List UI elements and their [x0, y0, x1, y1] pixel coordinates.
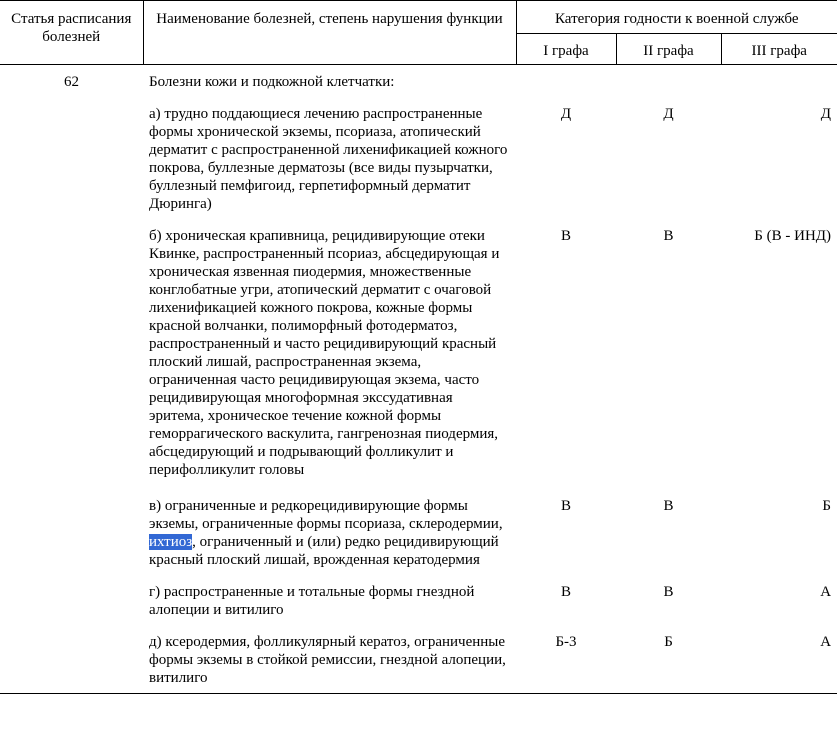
clause-e-graph-1: Б-3 [516, 633, 616, 694]
clause-c-text-after: , ограниченный и (или) редко рецидивирующий красный плоский лишай, врожденная кератодермия [149, 534, 499, 568]
header-article: Статья расписания болезней [0, 1, 143, 65]
clause-a-graph-2: Д [663, 106, 674, 122]
clause-c-graph-3: Б [822, 498, 832, 514]
table-row [0, 497, 837, 583]
clause-c-text[interactable] [143, 497, 516, 583]
article-number: 62 [64, 74, 79, 90]
clause-c-graph-2: В [663, 498, 674, 514]
table-row [0, 105, 837, 227]
header-graph-1: I графа [516, 33, 616, 65]
clause-c-graph-1: В [560, 498, 571, 514]
clause-e-graph-2: Б [616, 633, 721, 694]
clause-d-graph-1: В [560, 584, 571, 600]
selected-text[interactable]: ихтиоз [149, 534, 193, 550]
header-graph-2: II графа [616, 33, 721, 65]
table-row [0, 583, 837, 633]
table-row [0, 65, 837, 106]
clause-c-text-before: в) ограниченные и редкорецидивирующие формы экземы, ограниченные формы псориаза, склеродермии, [149, 498, 503, 532]
clause-a-text: а) трудно поддающиеся лечению распространенные формы хронической экземы, псориаза, атопический дерматит с распространенной лихенификацией кожного покрова, буллезные дерматозы (все виды пузырчатки, буллезный пемфигоид, герпетиформный дерматит Дюринга) [149, 106, 508, 212]
table-row [0, 633, 837, 694]
clause-b-graph-1: В [560, 228, 571, 244]
clause-a-graph-1: Д [560, 106, 572, 122]
header-graph-3: III графа [721, 33, 837, 65]
clause-e-graph-3: А [820, 634, 832, 650]
clause-a-graph-3: Д [820, 106, 832, 122]
header-disease-name: Наименование болезней, степень нарушения функции [143, 1, 516, 65]
header-fitness-category: Категория годности к военной службе [516, 1, 837, 34]
clause-d-text: г) распространенные и тотальные формы гнездной алопеции и витилиго [149, 584, 475, 618]
clause-b-graph-3: Б (В - ИНД) [754, 228, 832, 244]
clause-d-graph-2: В [663, 584, 674, 600]
article-title: Болезни кожи и подкожной клетчатки: [149, 74, 395, 90]
clause-b-graph-2: В [663, 228, 674, 244]
clause-e-text: д) ксеродермия, фолликулярный кератоз, ограниченные формы экземы в стойкой ремиссии, гнездной алопеции, витилиго [143, 633, 516, 694]
clause-b-text: б) хроническая крапивница, рецидивирующие отеки Квинке, распространенный псориаз, абсцедирующая и хроническая язвенная пиодермия, множественные конглобатные угри, атопический дерматит с очаговой лихенификацией кожного покрова, кожные формы красной волчанки, полиморфный фотодерматоз, распространенный и часто рецидивирующий красный плоский лишай, распространенная экзема, ограниченная часто рецидивирующая экзема, часто рецидивирующая многоформная экссудативная эритема, хроническое течение кожной формы геморрагического васкулита, гангренозная пиодермия, абсцедирующий и подрывающий фолликулит и перифолликулит головы [149, 228, 500, 478]
clause-d-graph-3: А [820, 584, 832, 600]
table-row [0, 227, 837, 497]
